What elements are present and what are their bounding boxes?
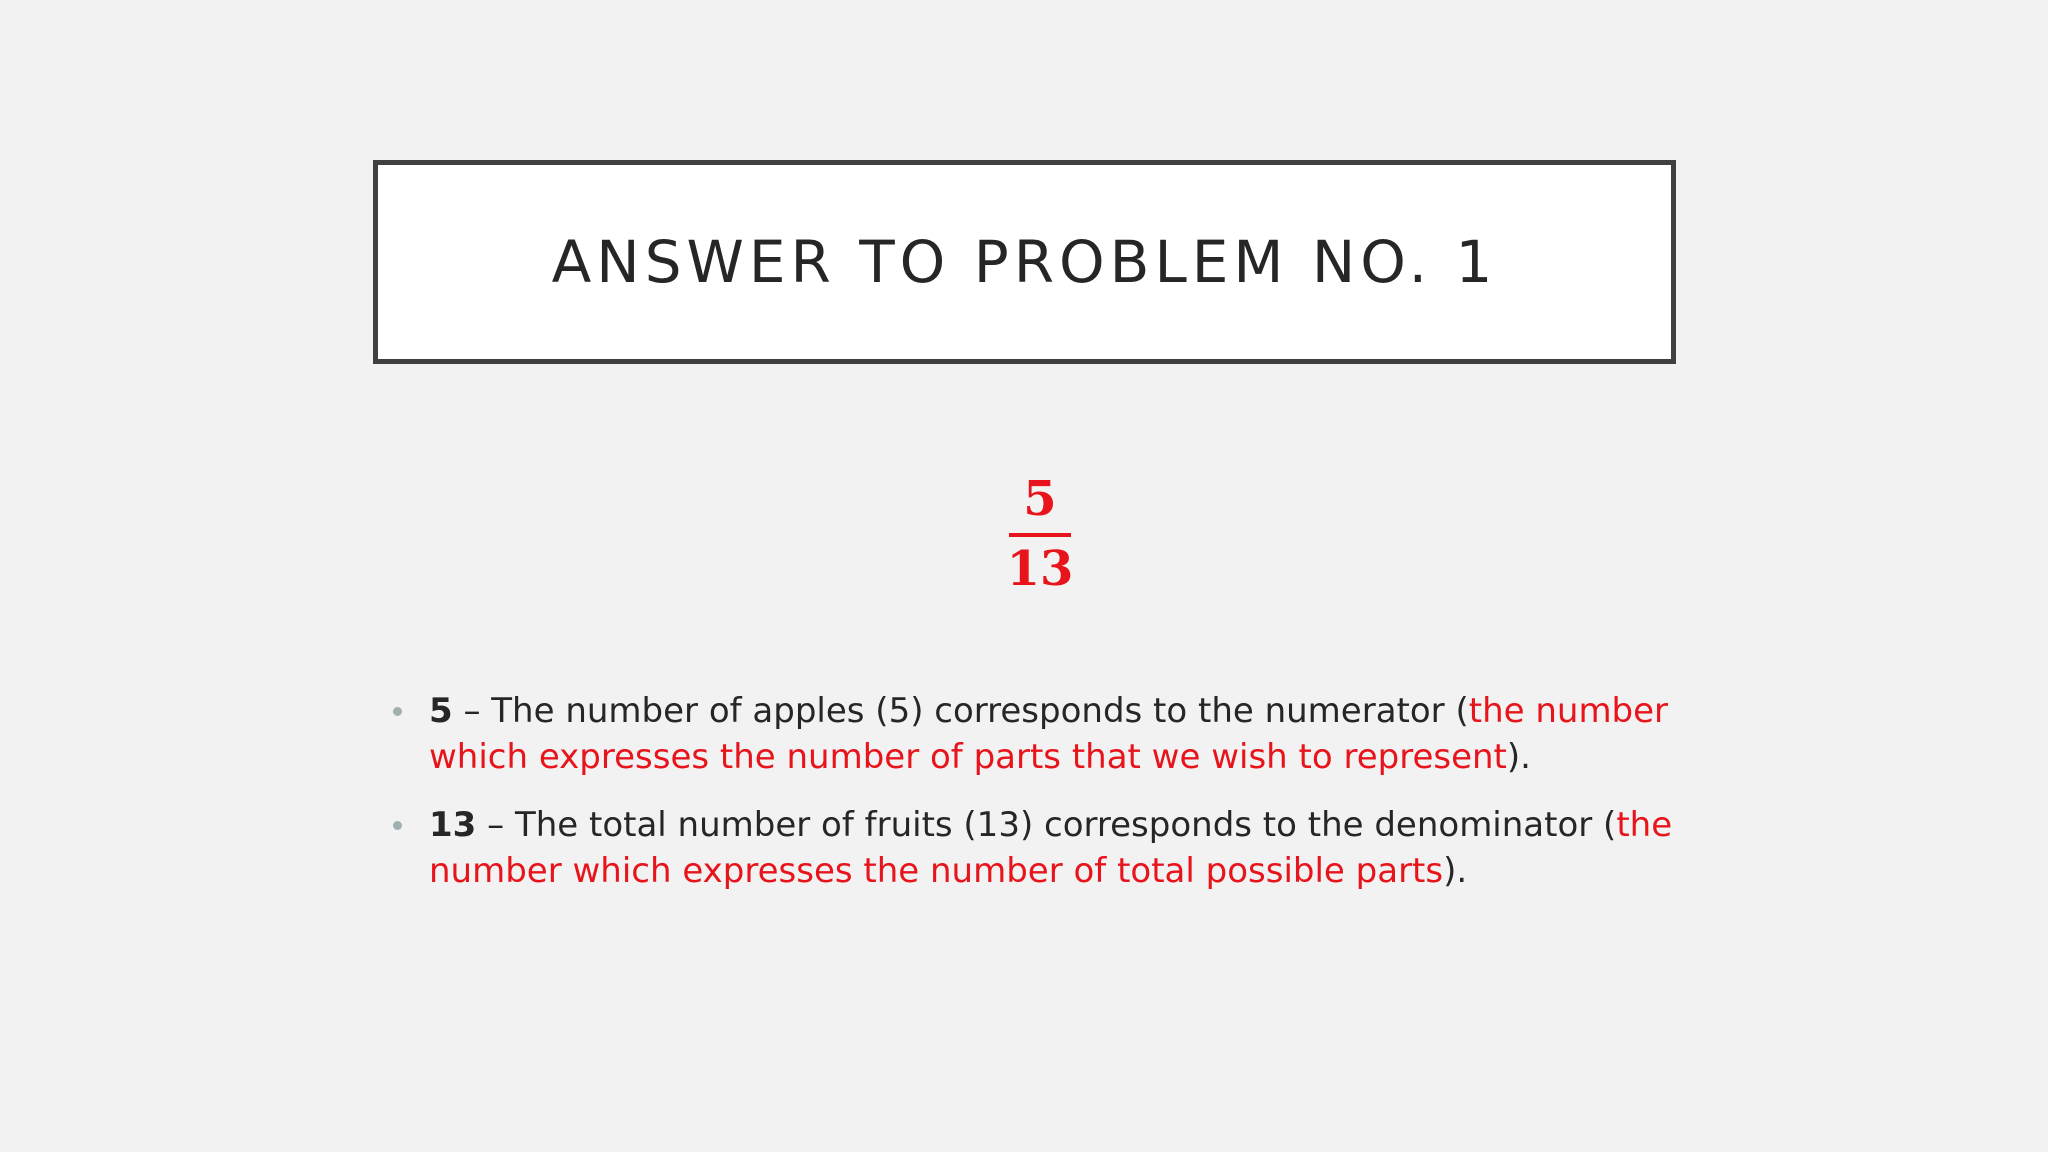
bullet-end: ).	[1443, 851, 1468, 891]
bullet-end: ).	[1506, 737, 1531, 777]
fraction-denominator: 13	[1006, 541, 1074, 597]
slide-title: ANSWER TO PROBLEM NO. 1	[551, 228, 1498, 296]
bullet-number: 13	[429, 805, 477, 845]
bullet-text: – The number of apples (5) corresponds to the numerator (	[452, 691, 1469, 731]
bullet-highlight: the number which expresses the number of parts that we wish to represent	[429, 691, 1669, 777]
bullet-dot-icon	[393, 821, 402, 830]
bullet-list	[388, 688, 1673, 916]
fraction-numerator: 5	[1023, 471, 1057, 527]
bullet-highlight: the number which expresses the number of total possible parts	[429, 805, 1673, 891]
bullet-dot-icon	[393, 707, 402, 716]
bullet-item-denominator	[388, 802, 1673, 894]
fraction	[1000, 471, 1080, 597]
bullet-number: 5	[429, 691, 453, 731]
title-box	[373, 160, 1676, 364]
bullet-item-numerator	[388, 688, 1673, 780]
bullet-text: – The total number of fruits (13) corresponds to the denominator (	[476, 805, 1617, 845]
